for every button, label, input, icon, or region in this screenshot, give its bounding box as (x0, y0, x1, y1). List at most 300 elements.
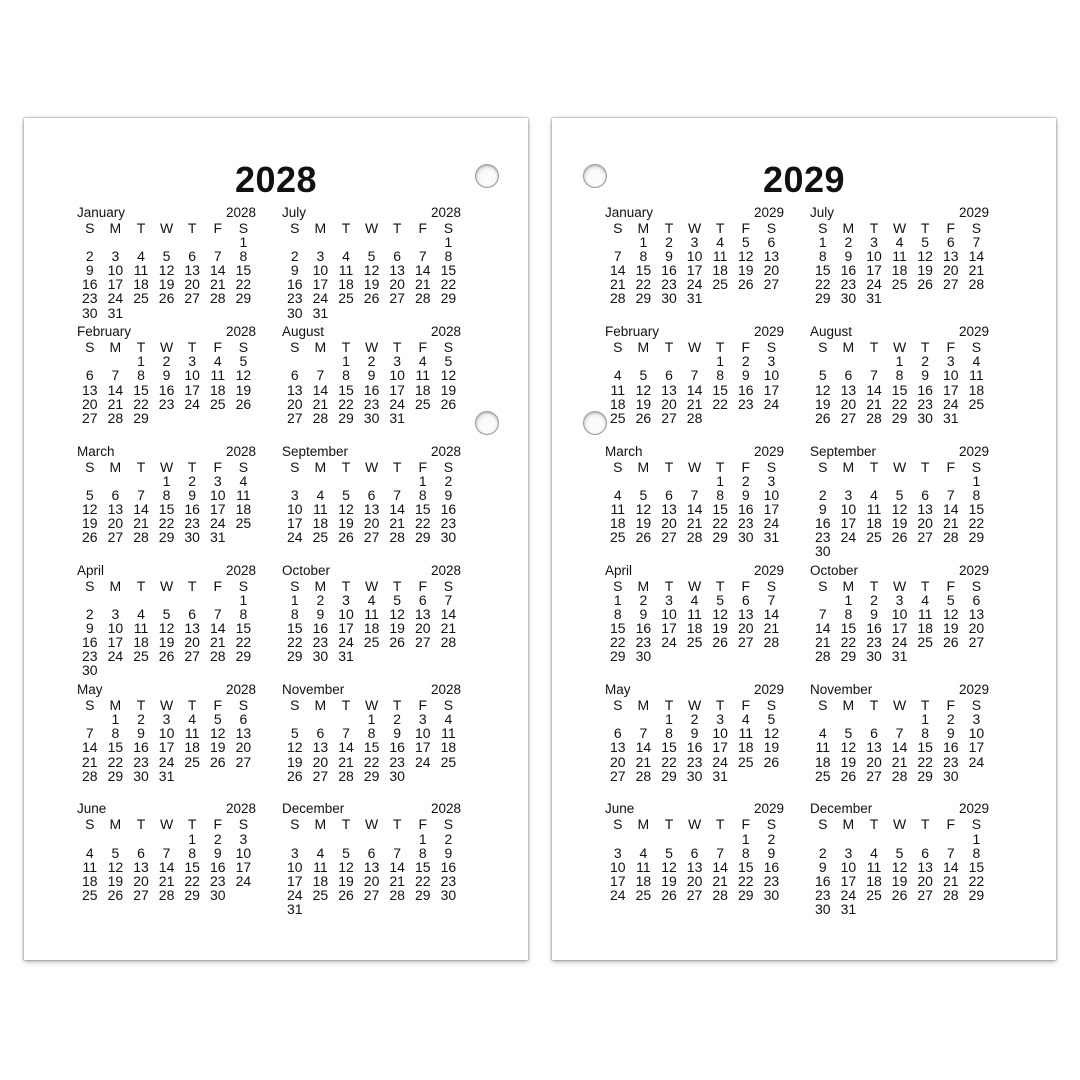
day-cell: 24 (184, 395, 200, 412)
day-cell: 8 (239, 248, 248, 265)
day-cell: 6 (870, 725, 878, 742)
day-cell: 20 (840, 395, 857, 412)
week-row (605, 397, 784, 411)
day-cell: 16 (184, 500, 200, 517)
day-cell: 18 (184, 739, 200, 756)
empty-day-cell (707, 411, 733, 425)
day-cell: 2 (818, 844, 827, 861)
day-cell: 31 (209, 529, 226, 546)
empty-day-cell (887, 291, 913, 305)
day-cell: 28 (312, 409, 329, 426)
day-cell: 19 (917, 262, 933, 279)
day-cell: 14 (209, 262, 226, 279)
day-cell: 25 (133, 290, 149, 307)
day-cell: 5 (818, 367, 827, 384)
month-october (810, 564, 989, 683)
day-cell: 9 (946, 725, 955, 742)
day-cell: 21 (866, 395, 882, 412)
day-cell: 14 (389, 500, 405, 517)
day-cell: 22 (815, 276, 831, 293)
week-row (77, 874, 256, 888)
day-cell: 29 (414, 529, 431, 546)
month-year: 2028 (430, 324, 461, 340)
day-cell: 16 (209, 858, 226, 875)
day-cell: 17 (235, 858, 252, 875)
day-cell: 9 (767, 844, 776, 861)
weekday-label: T (136, 577, 146, 594)
day-cell: 26 (389, 634, 405, 651)
weekday-label: S (85, 697, 95, 714)
day-cell: 13 (968, 606, 985, 623)
day-cell: 12 (891, 500, 908, 517)
day-cell: 24 (414, 753, 431, 770)
empty-day-cell (733, 649, 759, 663)
weekday-label: M (637, 339, 650, 356)
empty-day-cell (308, 474, 334, 488)
day-cell: 11 (687, 606, 702, 623)
week-row (810, 860, 989, 874)
day-cell: 1 (716, 472, 725, 489)
day-cell: 6 (85, 367, 94, 384)
day-cell: 29 (235, 648, 252, 665)
day-cell: 3 (690, 234, 699, 251)
day-cell: 29 (737, 886, 754, 903)
day-cell: 17 (107, 634, 124, 651)
empty-day-cell (938, 832, 964, 846)
month-header (282, 206, 461, 220)
empty-day-cell (964, 769, 990, 783)
day-cell: 7 (690, 486, 699, 503)
day-cell: 1 (444, 234, 453, 251)
day-cell: 12 (763, 725, 780, 742)
weekday-label: M (314, 458, 327, 475)
day-cell: 4 (639, 844, 648, 861)
day-cell: 15 (635, 262, 652, 279)
day-cell: 31 (712, 767, 728, 784)
day-cell: 4 (188, 711, 197, 728)
day-cell: 29 (133, 409, 149, 426)
week-row (77, 712, 256, 726)
day-cell: 19 (635, 395, 652, 412)
day-cell: 10 (840, 858, 857, 875)
day-cell: 1 (342, 353, 350, 370)
week-row (77, 593, 256, 607)
day-cell: 26 (635, 529, 652, 546)
day-cell: 26 (840, 767, 857, 784)
empty-day-cell (861, 354, 887, 368)
week-row (605, 846, 784, 860)
weekday-label: S (85, 458, 95, 475)
day-cell: 13 (184, 620, 200, 637)
day-cell: 12 (107, 858, 124, 875)
empty-day-cell (333, 474, 359, 488)
month-year: 2028 (430, 682, 461, 698)
day-cell: 27 (235, 753, 252, 770)
week-row (605, 649, 784, 663)
empty-day-cell (384, 832, 410, 846)
empty-day-cell (938, 649, 964, 663)
day-cell: 1 (418, 830, 427, 847)
day-cell: 18 (737, 739, 754, 756)
day-cell: 3 (870, 234, 878, 251)
day-cell: 28 (968, 276, 985, 293)
day-cell: 12 (363, 262, 380, 279)
month-header (282, 683, 461, 697)
empty-day-cell (605, 832, 631, 846)
day-cell: 30 (133, 767, 149, 784)
week-row (282, 888, 461, 902)
weekday-label: F (213, 220, 223, 236)
weekday-label: T (715, 339, 725, 356)
weekday-header (605, 221, 784, 235)
day-cell: 15 (235, 262, 252, 279)
empty-day-cell (231, 306, 257, 320)
day-cell: 11 (892, 248, 907, 265)
empty-day-cell (179, 593, 205, 607)
weekday-label: F (741, 458, 751, 475)
day-cell: 24 (968, 753, 985, 770)
day-cell: 22 (107, 753, 124, 770)
binder-hole-middle (475, 411, 499, 435)
day-cell: 29 (414, 886, 431, 903)
week-row (77, 755, 256, 769)
day-cell: 27 (917, 529, 933, 546)
day-cell: 15 (712, 381, 728, 398)
weekday-label: S (766, 577, 777, 594)
day-cell: 11 (917, 606, 933, 623)
day-cell: 7 (213, 248, 222, 265)
weekday-label: W (364, 339, 379, 356)
day-cell: 18 (312, 872, 329, 889)
month-name: December (282, 801, 345, 817)
weekday-label: W (159, 577, 174, 594)
month-header (282, 445, 461, 459)
day-cell: 23 (942, 753, 959, 770)
day-cell: 1 (418, 472, 427, 489)
day-cell: 15 (815, 262, 831, 279)
day-cell: 16 (389, 739, 405, 756)
binder-hole-top (583, 164, 607, 188)
empty-day-cell (810, 832, 836, 846)
day-cell: 1 (716, 353, 725, 370)
day-cell: 7 (393, 486, 402, 503)
weekday-header (282, 460, 461, 474)
day-cell: 20 (968, 620, 985, 637)
week-row (810, 544, 989, 558)
empty-day-cell (333, 832, 359, 846)
day-cell: 16 (686, 739, 703, 756)
day-cell: 9 (844, 248, 853, 265)
day-cell: 5 (111, 844, 120, 861)
weekday-label: T (715, 220, 725, 236)
day-cell: 18 (363, 620, 380, 637)
week-row (77, 291, 256, 305)
day-cell: 3 (716, 711, 725, 728)
day-cell: 14 (891, 739, 908, 756)
day-cell: 21 (610, 276, 626, 293)
day-cell: 25 (312, 886, 329, 903)
weekday-header (282, 579, 461, 593)
day-cell: 15 (338, 381, 354, 398)
day-cell: 16 (312, 620, 329, 637)
day-cell: 28 (891, 767, 908, 784)
weekday-header (77, 460, 256, 474)
day-cell: 22 (338, 395, 354, 412)
weekday-label: S (613, 339, 623, 356)
day-cell: 29 (712, 529, 728, 546)
day-cell: 17 (338, 620, 354, 637)
day-cell: 8 (444, 248, 453, 265)
week-row (810, 888, 989, 902)
day-cell: 13 (610, 739, 626, 756)
day-cell: 17 (287, 872, 303, 889)
day-cell: 14 (815, 620, 831, 637)
weekday-label: T (920, 697, 930, 714)
weekday-label: T (869, 339, 879, 356)
day-cell: 29 (815, 290, 831, 307)
week-row (810, 474, 989, 488)
weekday-label: T (187, 577, 197, 594)
day-cell: 28 (338, 767, 354, 784)
day-cell: 18 (338, 276, 354, 293)
day-cell: 12 (287, 739, 303, 756)
week-row (605, 874, 784, 888)
day-cell: 3 (316, 248, 325, 265)
empty-day-cell (179, 663, 205, 677)
day-cell: 25 (133, 648, 149, 665)
weekday-label: T (920, 220, 930, 236)
day-cell: 28 (158, 886, 175, 903)
empty-day-cell (836, 712, 862, 726)
weekday-label: W (159, 697, 174, 714)
day-cell: 29 (287, 648, 303, 665)
day-cell: 16 (287, 276, 303, 293)
month-header (810, 206, 989, 220)
day-cell: 18 (312, 514, 329, 531)
month-year: 2028 (225, 324, 256, 340)
month-april (77, 564, 256, 683)
day-cell: 4 (213, 353, 222, 370)
empty-day-cell (707, 832, 733, 846)
day-cell: 13 (389, 262, 405, 279)
day-cell: 15 (414, 858, 431, 875)
day-cell: 18 (235, 500, 252, 517)
day-cell: 9 (290, 262, 299, 279)
weekday-label: S (238, 816, 249, 833)
week-row (810, 249, 989, 263)
day-cell: 12 (891, 858, 908, 875)
empty-day-cell (231, 411, 257, 425)
day-cell: 16 (840, 262, 857, 279)
week-row (77, 769, 256, 783)
empty-day-cell (436, 306, 462, 320)
day-cell: 26 (712, 634, 728, 651)
empty-day-cell (128, 306, 154, 320)
day-cell: 5 (342, 844, 350, 861)
week-row (282, 411, 461, 425)
day-cell: 31 (287, 901, 303, 918)
day-cell: 24 (840, 886, 857, 903)
day-cell: 16 (440, 858, 457, 875)
day-cell: 27 (686, 886, 703, 903)
weekday-label: M (109, 577, 122, 594)
weekday-header (282, 221, 461, 235)
day-cell: 16 (133, 739, 149, 756)
day-cell: 12 (635, 381, 652, 398)
week-row (605, 368, 784, 382)
weekday-label: M (842, 339, 855, 356)
empty-day-cell (861, 712, 887, 726)
weekday-label: M (314, 697, 327, 714)
weekday-label: T (136, 339, 146, 356)
weekday-header (810, 817, 989, 831)
day-cell: 15 (917, 739, 933, 756)
empty-day-cell (605, 354, 631, 368)
week-row (810, 411, 989, 425)
week-row (282, 607, 461, 621)
day-cell: 21 (158, 872, 175, 889)
empty-day-cell (836, 354, 862, 368)
weekday-label: S (290, 697, 300, 714)
empty-day-cell (128, 832, 154, 846)
day-cell: 21 (389, 872, 405, 889)
day-cell: 19 (942, 620, 959, 637)
empty-day-cell (282, 832, 308, 846)
day-cell: 14 (158, 858, 175, 875)
week-row (282, 502, 461, 516)
week-row (77, 635, 256, 649)
day-cell: 3 (188, 353, 197, 370)
day-cell: 7 (946, 844, 955, 861)
day-cell: 26 (661, 886, 677, 903)
empty-day-cell (964, 291, 990, 305)
day-cell: 22 (737, 872, 754, 889)
year-title: 2028 (234, 159, 318, 200)
weekday-label: M (109, 697, 122, 714)
weekday-label: T (715, 458, 725, 475)
day-cell: 24 (235, 872, 252, 889)
weekday-label: M (637, 458, 650, 475)
day-cell: 2 (767, 830, 776, 847)
day-cell: 24 (107, 290, 124, 307)
day-cell: 10 (287, 858, 303, 875)
day-cell: 13 (312, 739, 329, 756)
day-cell: 9 (921, 367, 930, 384)
weekday-label: T (715, 697, 725, 714)
day-cell: 8 (367, 725, 376, 742)
day-cell: 18 (133, 276, 149, 293)
day-cell: 8 (418, 486, 427, 503)
month-header (605, 325, 784, 339)
empty-day-cell (179, 235, 205, 249)
day-cell: 9 (639, 606, 648, 623)
day-cell: 14 (942, 858, 959, 875)
empty-day-cell (682, 474, 708, 488)
day-cell: 26 (635, 409, 652, 426)
day-cell: 17 (763, 381, 780, 398)
week-row (810, 874, 989, 888)
weekday-label: T (341, 816, 351, 833)
week-row (77, 726, 256, 740)
week-row (77, 235, 256, 249)
day-cell: 8 (290, 606, 299, 623)
weekday-label: M (314, 339, 327, 356)
weekday-label: F (418, 697, 428, 714)
day-cell: 22 (712, 514, 728, 531)
day-cell: 3 (844, 844, 853, 861)
day-cell: 13 (363, 500, 380, 517)
week-row (282, 516, 461, 530)
week-row (77, 383, 256, 397)
month-name: March (605, 443, 643, 459)
week-row (282, 755, 461, 769)
day-cell: 6 (690, 844, 699, 861)
day-cell: 11 (636, 858, 651, 875)
day-cell: 27 (184, 290, 200, 307)
day-cell: 7 (342, 725, 350, 742)
day-cell: 17 (686, 262, 703, 279)
weekday-label: M (842, 816, 855, 833)
day-cell: 24 (942, 395, 959, 412)
day-cell: 25 (712, 276, 728, 293)
day-cell: 1 (972, 830, 981, 847)
day-cell: 18 (635, 872, 652, 889)
day-cell: 12 (82, 500, 98, 517)
weekday-label: W (159, 458, 174, 475)
week-row (282, 474, 461, 488)
day-cell: 11 (415, 367, 431, 384)
day-cell: 12 (635, 500, 652, 517)
week-row (810, 354, 989, 368)
day-cell: 20 (763, 262, 780, 279)
day-cell: 9 (85, 620, 94, 637)
month-april (605, 564, 784, 683)
day-cell: 4 (85, 844, 94, 861)
day-cell: 2 (85, 606, 94, 623)
weekday-label: T (187, 220, 197, 236)
day-cell: 14 (635, 739, 652, 756)
day-cell: 30 (363, 409, 380, 426)
day-cell: 20 (312, 753, 329, 770)
weekday-label: T (341, 220, 351, 236)
weekday-label: S (85, 220, 95, 236)
day-cell: 15 (440, 262, 457, 279)
day-cell: 28 (635, 767, 652, 784)
day-cell: 27 (610, 767, 626, 784)
empty-day-cell (912, 649, 938, 663)
day-cell: 17 (107, 276, 124, 293)
day-cell: 18 (917, 620, 933, 637)
day-cell: 21 (440, 620, 457, 637)
day-cell: 23 (184, 514, 200, 531)
day-cell: 30 (440, 529, 457, 546)
empty-day-cell (631, 354, 657, 368)
day-cell: 13 (661, 381, 677, 398)
day-cell: 9 (870, 606, 878, 623)
day-cell: 6 (613, 725, 622, 742)
day-cell: 1 (921, 711, 930, 728)
day-cell: 8 (613, 606, 622, 623)
day-cell: 23 (440, 872, 457, 889)
day-cell: 10 (763, 486, 780, 503)
months-grid (605, 206, 987, 922)
day-cell: 19 (209, 739, 226, 756)
weekday-label: W (159, 220, 174, 236)
day-cell: 27 (287, 409, 303, 426)
day-cell: 28 (815, 648, 831, 665)
day-cell: 16 (82, 634, 98, 651)
day-cell: 28 (209, 648, 226, 665)
